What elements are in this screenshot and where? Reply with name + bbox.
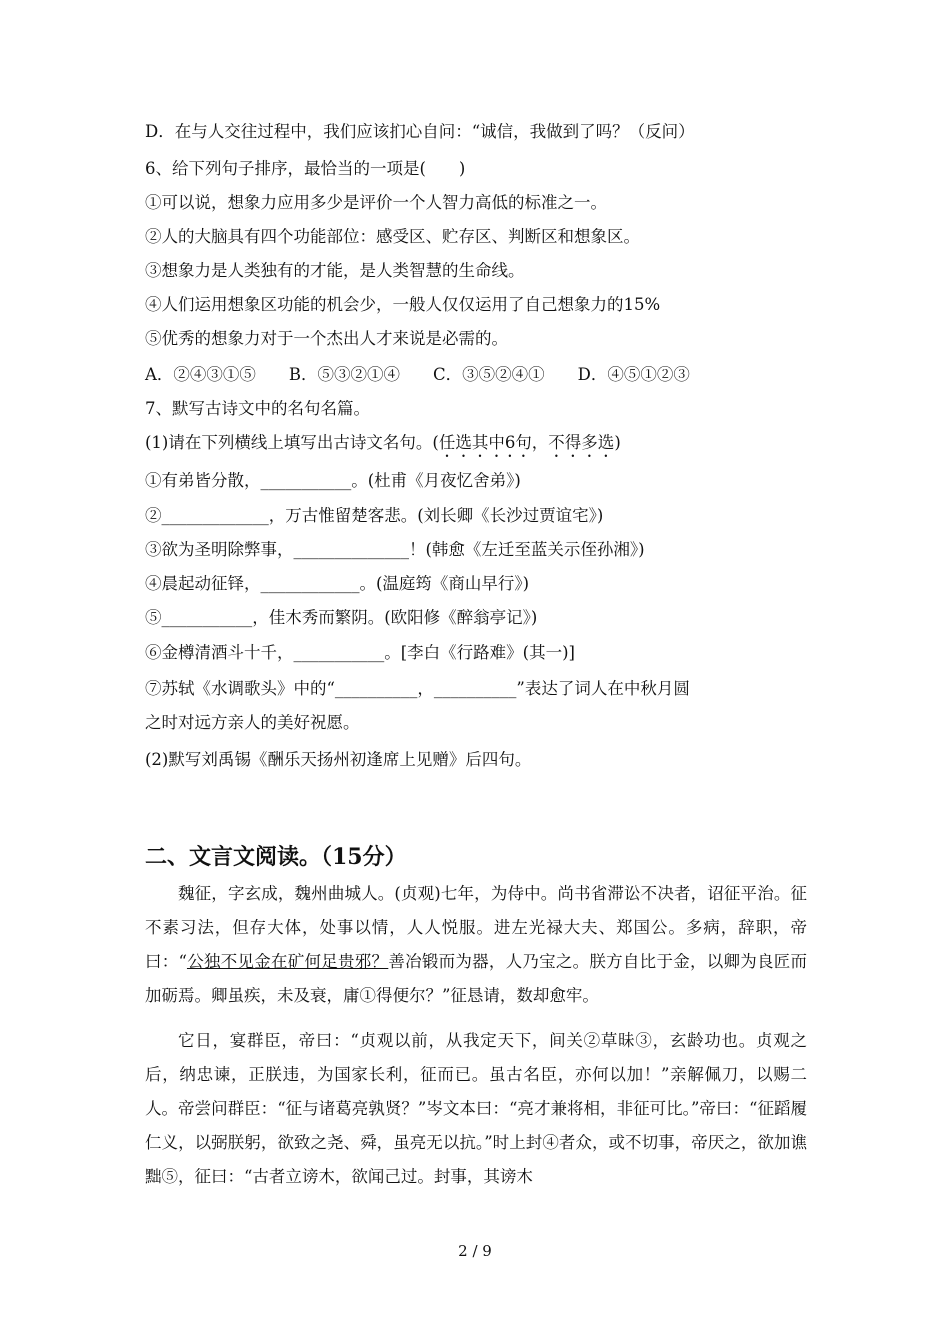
sentence-5: ⑤优秀的想象力对于一个杰出人才来说是必需的。 [145,329,508,348]
poem-item-2: ②_____________，万古惟留楚客悲。(刘长卿《长沙过贾谊宅》) [145,506,604,525]
passage-paragraph-1: 魏征，字玄成，魏州曲城人。(贞观)七年，为侍中。尚书省滞讼不决者，诏征平治。征不素习法，但存大体，处事以情，人人悦服。进左光禄大夫、郑国公。多病，辞职，帝曰：“公独不见金在矿何足贵邪？善冶锻而为器，人乃宝之。朕方自比于金，以卿为良匠而加砺焉。卿虽疾，未及衰，庸①得便尔？”征恳请，数却愈牢。 [145,884,808,1005]
poem-item-3: ③欲为圣明除弊事，______________！(韩愈《左迁至蓝关示侄孙湘》) [145,540,645,559]
poem-item-4: ④晨起动征铎，____________。(温庭筠《商山早行》) [145,574,530,593]
sentence-2: ②人的大脑具有四个功能部位：感受区、贮存区、判断区和想象区。 [145,227,640,246]
sentence-3: ③想象力是人类独有的才能，是人类智慧的生命线。 [145,261,525,280]
section-title: 二、文言文阅读。（15分） [145,844,407,870]
option-d-line: D．在与人交往过程中，我们应该扪心自问：“诚信，我做到了吗？（反问） [145,122,695,141]
poem-item-7-cont: 之时对远方亲人的美好祝愿。 [145,713,360,732]
poem-item-6: ⑥金樽清酒斗十千，___________。[李白《行路难》(其一)] [145,643,575,662]
question-6: 6、给下列句子排序，最恰当的一项是( ) [145,159,466,178]
underlined-sentence: 公独不见金在矿何足贵邪？ [186,952,389,971]
sentence-4: ④人们运用想象区功能的机会少，一般人仅仅运用了自己想象力的15% [145,295,661,314]
poem-item-5: ⑤___________，佳木秀而繁阴。(欧阳修《醉翁亭记》) [145,608,538,627]
poem-item-7: ⑦苏轼《水调歌头》中的“__________，__________”表达了词人在中秋月圆 [145,679,690,698]
passage-paragraph-2: 它日，宴群臣，帝曰：“贞观以前，从我定天下，间关②草昧③，玄龄功也。贞观之后，纳忠谏，正朕违，为国家长利，征而已。虽古名臣，亦何以加！”亲解佩刀，以赐二人。帝尝问群臣：“征与诸葛亮孰贤？”岑文本曰：“亮才兼将相，非征可比。”帝曰：“征蹈履仁义，以弼朕躬，欲致之尧、舜，虽亮无以抗。”时上封④者众，或不切事，帝厌之，欲加谯黜⑤，征曰：“古者立谤木，欲闻己过。封事，其谤木 [145,1031,807,1186]
sentence-1: ①可以说，想象力应用多少是评价一个人智力高低的标准之一。 [145,193,607,212]
poem-item-1: ①有弟皆分散，___________。(杜甫《月夜忆舍弟》) [145,471,521,490]
page-number: 2 / 9 [458,1242,492,1260]
question-7-part-1: (1)请在下列横线上填写出古诗文名句。(任选其中6句，不得多选) [145,433,621,452]
answer-options: A．②④③①⑤ B．⑤③②①④ C．③⑤②④① D．④⑤①②③ [145,365,690,384]
question-7-part-2: (2)默写刘禹锡《酬乐天扬州初逢席上见赠》后四句。 [145,750,532,769]
question-7: 7、默写古诗文中的名句名篇。 [145,399,370,418]
emphasized-instruction: 任选其中6句，不得多选 [438,433,615,452]
